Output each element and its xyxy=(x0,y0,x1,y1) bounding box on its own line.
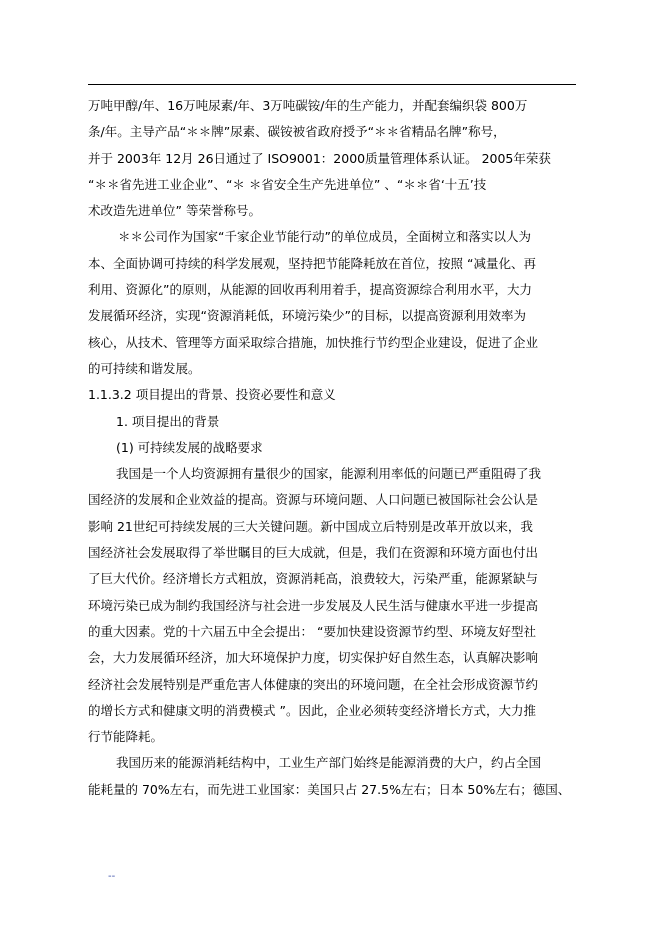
text-line: 行节能降耗。 xyxy=(88,729,164,745)
text-line: 术改造先进单位” 等荣誉称号。 xyxy=(88,203,261,219)
text-line: 1. 项目提出的背景 xyxy=(116,413,220,429)
energy-saving-paragraph xyxy=(88,224,578,382)
text-line: “＊＊省先进工业企业”、“＊ ＊省安全生产先进单位” 、“＊＊省‘十五’技 xyxy=(88,176,487,192)
text-line: (1) 可持续发展的战略要求 xyxy=(116,439,263,455)
text-line: 会，大力发展循环经济，加大环境保护力度，切实保护好自然生态，认真解决影响 xyxy=(88,650,539,666)
text-line: 能耗量的 70%左右，而先进工业国家：美国只占 27.5%左右；日本 50%左右；德国、 xyxy=(88,781,571,797)
text-line: ＊＊公司作为国家“千家企业节能行动”的单位成员，全面树立和落实以人为 xyxy=(118,229,531,245)
text-line: 的重大因素。党的十六届五中全会提出： “要加快建设资源节约型、环境友好型社 xyxy=(88,623,536,639)
subheading-strategy xyxy=(88,435,578,461)
text-line: 的增长方式和健康文明的消费模式 ”。因此，企业必须转变经济增长方式，大力推 xyxy=(88,702,536,718)
header-rule xyxy=(88,84,576,85)
text-line: 了巨大代价。经济增长方式粗放，资源消耗高，浪费较大，污染严重，能源紧缺与 xyxy=(88,571,539,587)
text-line: 我国是一个人均资源拥有量很少的国家，能源利用率低的问题已严重阻碍了我 xyxy=(116,466,542,482)
document-body xyxy=(88,93,578,803)
text-line: 我国历来的能源消耗结构中，工业生产部门始终是能源消费的大户，约占全国 xyxy=(116,755,542,771)
intro-continued xyxy=(88,93,578,224)
text-line: 利用、资源化”的原则，从能源的回收再利用着手，提高资源综合利用水平，大力 xyxy=(88,282,532,298)
text-line: 环境污染已成为制约我国经济与社会进一步发展及人民生活与健康水平进一步提高 xyxy=(88,597,539,613)
text-line: 影响 21世纪可持续发展的三大关键问题。新中国成立后特别是改革开放以来，我 xyxy=(88,518,533,534)
text-line: 万吨甲醇/年、16万吨尿素/年、3万吨碳铵/年的生产能力，并配套编织袋 800万 xyxy=(88,98,528,113)
text-line: 国经济的发展和企业效益的提高。资源与环境问题、人口问题已被国际社会公认是 xyxy=(88,492,539,508)
subheading-background xyxy=(88,409,578,435)
sustainability-paragraph xyxy=(88,461,578,750)
text-line: 经济社会发展特别是严重危害人体健康的突出的环境问题，在全社会形成资源节约 xyxy=(88,676,539,692)
section-heading xyxy=(88,382,578,408)
text-line: 国经济社会发展取得了举世瞩目的巨大成就，但是，我们在资源和环境方面也付出 xyxy=(88,545,539,561)
text-line: 并于 2003年 12月 26日通过了 ISO9001：2000质量管理体系认证。 2005年荣获 xyxy=(88,150,551,166)
text-line: 本、全面协调可持续的科学发展观，坚持把节能降耗放在首位，按照 “减量化、再 xyxy=(88,255,536,271)
footer-mark: -- xyxy=(108,871,116,882)
text-line: 的可持续和谐发展。 xyxy=(88,360,201,376)
text-line: 1.1.3.2 项目提出的背景、投资必要性和意义 xyxy=(88,387,336,403)
text-line: 核心，从技术、管理等方面采取综合措施，加快推行节约型企业建设，促进了企业 xyxy=(88,334,539,350)
text-line: 发展循环经济，实现“资源消耗低，环境污染少”的目标，以提高资源利用效率为 xyxy=(88,308,526,324)
energy-structure-paragraph xyxy=(88,750,578,803)
text-line: 条/年。主导产品“＊＊牌”尿素、碳铵被省政府授予“＊＊省精品名牌”称号， xyxy=(88,124,506,140)
